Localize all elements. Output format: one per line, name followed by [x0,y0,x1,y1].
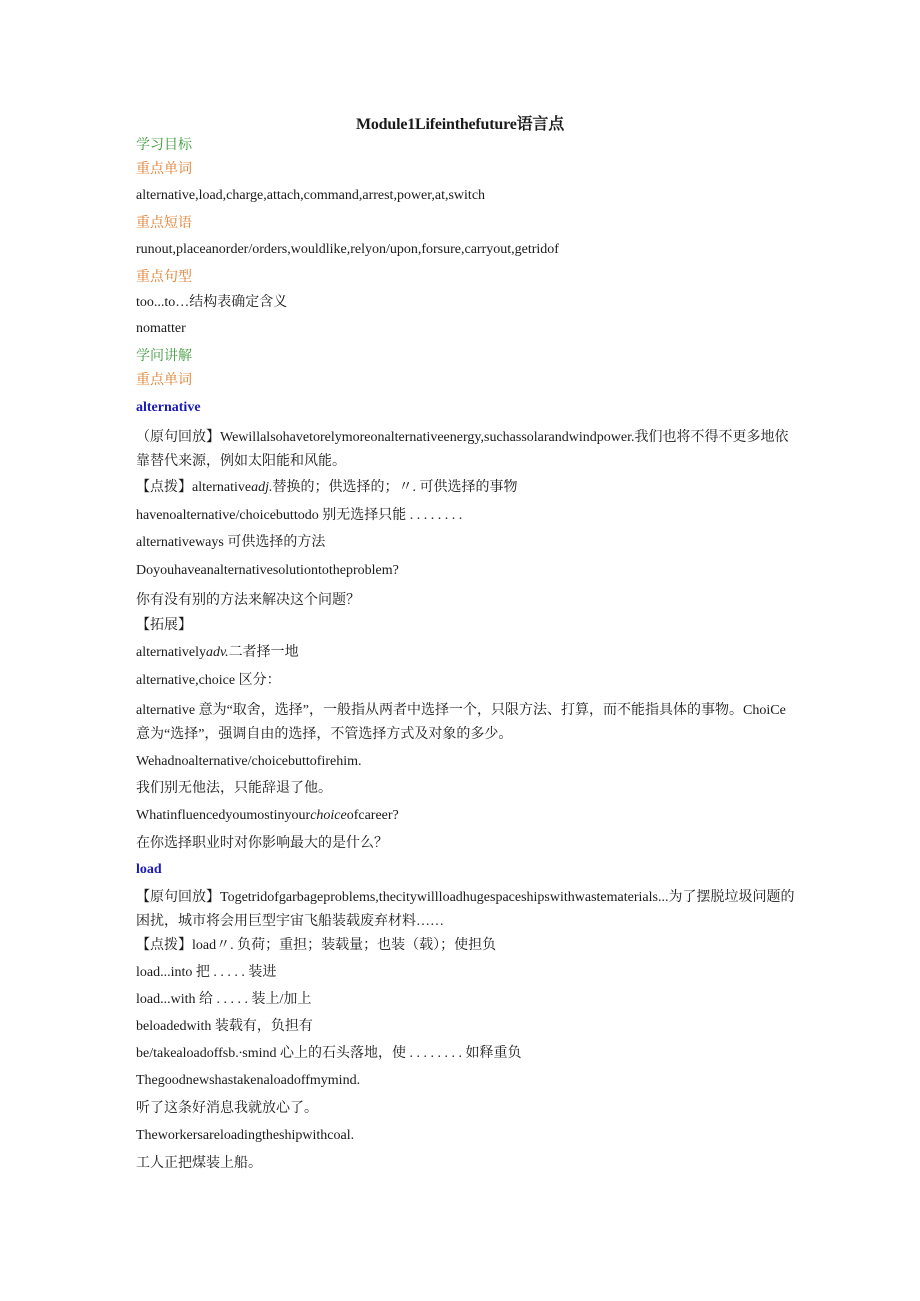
load-example-5: Thegoodnewshastakenaloadoffmymind. [136,1073,361,1088]
word-heading-load: load [136,862,162,877]
alternative-example-3: Doyouhaveanalternativesolutiontotheproblem? [136,563,399,578]
alternative-example-2: alternativeways 可供选择的方法 [136,535,326,550]
alternative-example-5-cn: 在你选择职业时对你影响最大的是什么？ [136,836,388,851]
load-example-1: load...into 把 . . . . . 装进 [136,965,277,980]
alternative-choice-diff-body: alternative 意为“取舍，选择”，一般指从两者中选择一个，只限方法、打算，而不能指具体的事物。ChoiCe 意为“选择”，强调自由的选择，不管选择方式及对象的多少。 [136,703,786,742]
section-key-words-2: 重点单词 [136,373,192,388]
alternative-extension: 【拓展】 [136,618,192,633]
load-example-2: load...with 给 . . . . . 装上/加上 [136,992,312,1007]
section-explanation: 学问讲解 [136,349,192,364]
ex5-part-a: Whatinfluencedyoumostinyour [136,808,311,823]
alternative-tip [136,477,796,499]
key-phrases-list: runout,placeanorder/orders,wouldlike,relyon/upon,forsure,carryout,getridof [136,242,559,257]
ex5-italic: choice [310,808,347,823]
sentence-pattern-1: too...to…结构表确定含义 [136,295,288,310]
alternative-original-sentence: （原句回放】Wewillalsohavetorelymoreonalternativeenergy,suchassolarandwindpower.我们也将不得不更多地依靠替代来源，例如太阳能和风能。 [136,430,789,469]
load-example-4: be/takealoadoffsb.∙smind 心上的石头落地，使 . . . . . . . . 如释重负 [136,1046,522,1061]
load-original-sentence: 【原句回放】Togetridofgarbageproblems,thecitywillloadhugespaceshipswithwastematerials...为了摆脱垃圾问题的困扰，城市将会用巨型宇宙飞船装载废弃材料…… [136,890,795,929]
section-key-sentences: 重点句型 [136,270,192,285]
key-words-list: alternative,load,charge,attach,command,arrest,power,at,switch [136,188,486,203]
alternative-example-4: Wehadnoalternative/choicebuttofirehim. [136,754,362,769]
load-example-5-cn: 听了这条好消息我就放心了。 [136,1101,318,1116]
section-key-phrases: 重点短语 [136,216,192,231]
sentence-pattern-2: nomatter [136,321,186,336]
load-example-6-cn: 工人正把煤装上船。 [136,1156,262,1171]
alternative-example-4-cn: 我们别无他法，只能辞退了他。 [136,781,332,796]
alternative-example-5 [136,805,796,827]
word-heading-alternative: alternative [136,400,201,415]
alternative-tip-prefix: 【点拨】alternative [136,480,252,495]
load-tip: 【点拨】load〃. 负荷；重担；装载量；也装（载）；使担负 [136,938,497,953]
page-title: Module1Lifeinthefuture语言点 [355,116,565,133]
alternative-example-1: havenoalternative/choicebuttodo 别无选择只能 . . . . . . . . [136,508,463,523]
load-example-6: Theworkersareloadingtheshipwithcoal. [136,1128,355,1143]
section-objectives: 学习目标 [136,138,192,153]
load-example-3: beloadedwith 装载有，负担有 [136,1019,313,1034]
alternative-example-3-cn: 你有没有别的方法来解决这个问题？ [136,593,360,608]
ex5-part-b: ofcareer? [346,808,399,823]
alternatively-entry [136,642,796,664]
adv-word: alternatively [136,645,206,660]
section-key-words: 重点单词 [136,162,192,177]
adv-cn: 二者择一地 [228,645,299,660]
alternative-choice-diff: alternative,choice 区分： [136,673,281,688]
adv-pos: adv. [205,645,229,660]
alternative-tip-pos: adj. [251,480,273,495]
alternative-tip-rest: 替换的；供选择的；〃. 可供选择的事物 [272,480,518,495]
